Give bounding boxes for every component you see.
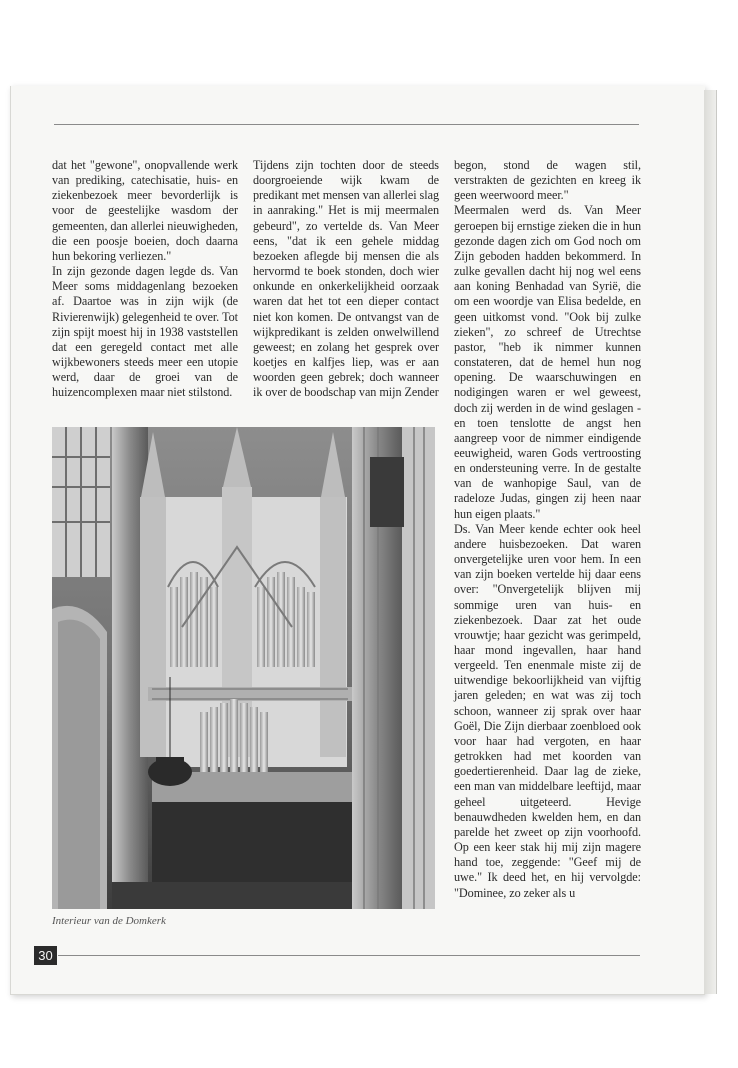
text-column-2: [253, 158, 439, 401]
paragraph: In zijn gezonde dagen legde ds. Van Meer soms middagenlang bezoeken af. Daartoe was in zijn wijk (de Rivierenwijk) gelegenheid te over. Tot zijn spijt moest hij in 1938 vaststellen dat een geregeld contact met alle wijkbewoners steeds meer een utopie werd, daar de groei van de huizencomplexen maar niet stilstond.: [52, 264, 238, 400]
paragraph: dat het "gewone", onopvallende werk van prediking, catechisatie, huis- en ziekenbezoek meer bevorderlijk is voor de geestelijke wasdom der gemeenten, dan allerlei nieuwigheden, die een poosje boeien, doch daarna hun bekoring verliezen.": [52, 158, 238, 263]
paragraph: Tijdens zijn tochten door de steeds doorgroeiende wijk kwam de predikant met mensen van allerlei slag in aanraking." Het is mij meermalen gebeurd", zo vertelde ds. Van Meer eens, "dat ik een gehele middag bezoeken aflegde bij mensen die als hervormd te boek stonden, doch wier onkunde en onkerkelijkheid oorzaak waren dat het tot een dieper contact niet kon komen. De ontvangst van de wijkpredikant is zelden onwelwillend geweest; en zolang het gesprek over koetjes en kalfjes liep, was er aan woorden geen gebrek; doch wanneer ik over de boodschap van mijn Zender: [253, 158, 439, 400]
organ-photo: [52, 427, 435, 909]
top-rule: [54, 124, 639, 125]
paragraph: Ds. Van Meer kende echter ook heel andere huisbezoeken. Dat waren onvergetelijke uren voor hem. In een van zijn boeken vertelde hij daar eens over: "Onvergetelijk blijven mij sommige uren van huis- en ziekenbezoek. Daar zat het oude vrouwtje; haar gezicht was gerimpeld, haar mond ingevallen, haar hand vergeeld. Ten enenmale miste zij de uitwendige bekoorlijkheid van vijftig jaren geleden; en wat was zij toch schoon, wanneer zij sprak over haar Goël, Die Zijn dierbaar zoenbloed ook voor haar had vergoten, en haar getrokken had met koorden van goedertierenheid. Daar lag de zieke, een man van middelbare leeftijd, maar geheel uitgeteerd. Hevige benauwdheden kwelden hem, en dan parelde het zweet op zijn voorhoofd. Op een keer stak hij mij zijn magere hand toe, zeggende: "Geef mij de uwe." Ik deed het, en hij vervolgde: "Dominee, zo zeker als u: [454, 521, 641, 900]
page-edge: [704, 90, 717, 994]
paragraph: Meermalen werd ds. Van Meer geroepen bij ernstige zieken die in hun gezonde dagen zich om God noch om Zijn geboden hadden bekommerd. In zulke gevallen dacht hij nog wel eens aan koning Benhadad van Syrië, die om een woordje van Elisa bedelde, en geen uitkomst vond. "Ook bij zulke zieken", zo schreef de Utrechtse pastor, "heb ik nimmer kunnen constateren, dat de hemel hun nog opening. De waarschuwingen en nodigingen waren er wel geweest, doch zij werden in de wind geslagen - en toen tenslotte de angst hen aangreep voor de nimmer eindigende eeuwigheid, waren Gods vertroosting en ondersteuning verre. In de gestalte van de wanhopige Saul, van de radeloze Judas, gingen zij heen naar hun eigen plaats.": [454, 203, 641, 521]
page-number: 30: [34, 946, 57, 965]
photo-caption: Interieur van de Domkerk: [52, 915, 166, 927]
bottom-rule: [58, 955, 640, 956]
paragraph: begon, stond de wagen stil, verstrakten de gezichten en kreeg ik geen weerwoord meer.": [454, 158, 641, 203]
text-column-1: [52, 158, 238, 401]
text-column-3: [454, 158, 641, 901]
